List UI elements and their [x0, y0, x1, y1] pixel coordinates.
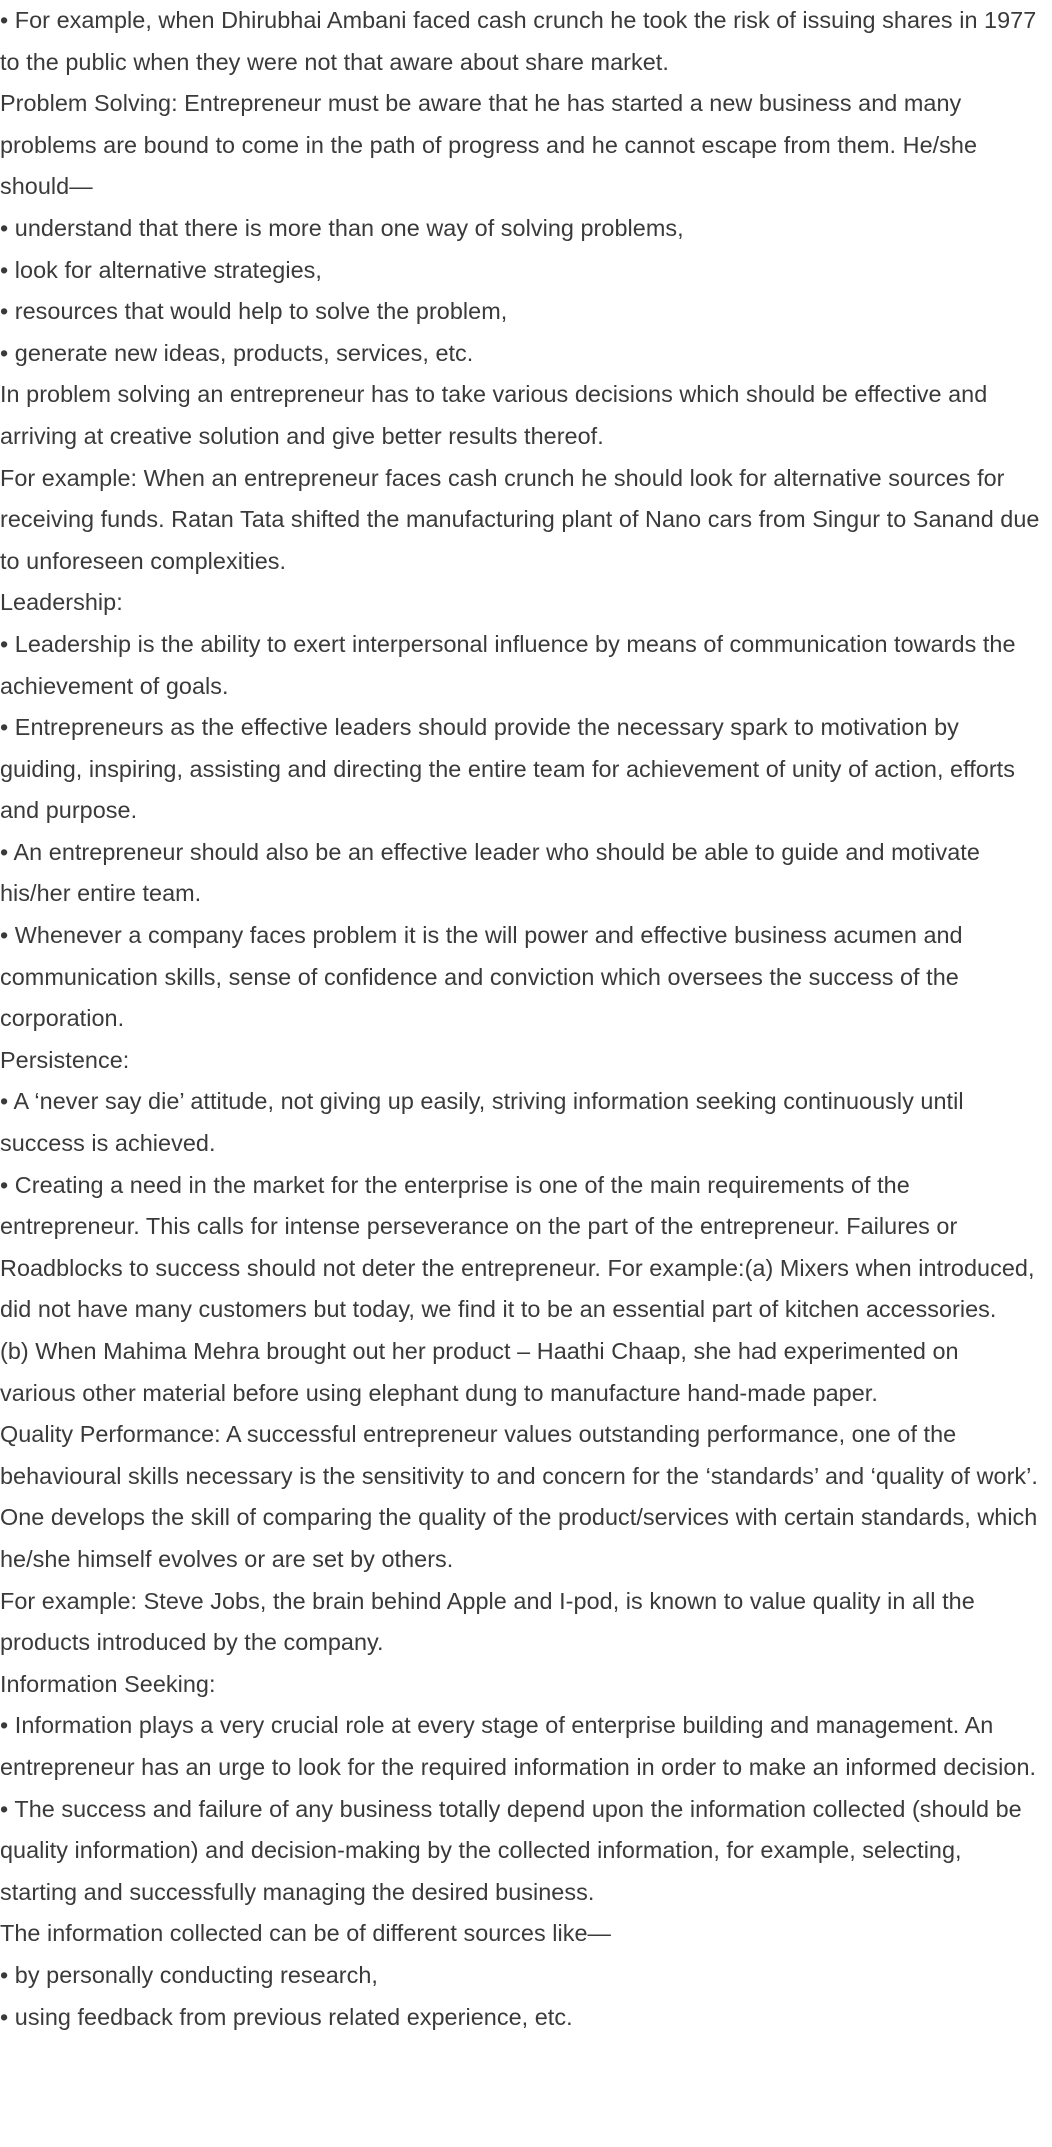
paragraph-comparing-quality: One develops the skill of comparing the quality of the product/services with certain standards, which he/she himself evolves or are set by others. [0, 1504, 1038, 1572]
heading-persistence: Persistence: [0, 1046, 130, 1073]
list-item-alternative-strategies: • look for alternative strategies, [0, 256, 322, 283]
list-item-ways-of-solving: • understand that there is more than one way of solving problems, [0, 214, 684, 241]
list-item-resources: • resources that would help to solve the problem, [0, 298, 508, 325]
list-item-conducting-research: • by personally conducting research, [0, 1961, 378, 1988]
paragraph-information-sources: The information collected can be of different sources like— [0, 1920, 611, 1947]
list-item-effective-leaders: • Entrepreneurs as the effective leaders should provide the necessary spark to motivation by guiding, inspiring, assisting and directing the entire team for achievement of unity of action, efforts and purpose. [0, 714, 1015, 824]
list-item-creating-need: • Creating a need in the market for the enterprise is one of the main requirements of the entrepreneur. This calls for intense perseverance on the part of the entrepreneur. Failures or Roadblocks to success should not deter the entrepreneur. For example:(a) Mixers when introduced, did not have many customers but today, we find it to be an essential part of kitchen accessories. [0, 1171, 1035, 1323]
list-item-never-say-die: • A ‘never say die’ attitude, not giving up easily, striving information seeking continuously until success is achieved. [0, 1088, 964, 1157]
paragraph-tata-example: For example: When an entrepreneur faces cash crunch he should look for alternative sources for receiving funds. Ratan Tata shifted the manufacturing plant of Nano cars from Singur to Sanand due to unforeseen complexities. [0, 464, 1040, 574]
list-item-success-and-failure: • The success and failure of any business totally depend upon the information collected (should be quality information) and decision-making by the collected information, for example, selecting, starting and successfully managing the desired business. [0, 1795, 1022, 1905]
list-item-guide-and-motivate: • An entrepreneur should also be an effective leader who should be able to guide and motivate his/her entire team. [0, 838, 980, 907]
list-item-feedback: • using feedback from previous related experience, etc. [0, 2003, 573, 2030]
paragraph-quality-performance: Quality Performance: A successful entrepreneur values outstanding performance, one of the behavioural skills necessary is the sensitivity to and concern for the ‘standards’ and ‘quality of work’. [0, 1421, 1038, 1489]
list-item-leadership-definition: • Leadership is the ability to exert interpersonal influence by means of communication towards the achievement of goals. [0, 630, 1016, 699]
list-item-new-ideas: • generate new ideas, products, services, etc. [0, 339, 474, 366]
list-item-information-role: • Information plays a very crucial role at every stage of enterprise building and management. An entrepreneur has an urge to look for the required information in order to make an informed decision. [0, 1712, 1037, 1780]
paragraph-ambani-example: • For example, when Dhirubhai Ambani faced cash crunch he took the risk of issuing shares in 1977 to the public when they were not that aware about share market. [0, 7, 1037, 75]
paragraph-problem-solving: Problem Solving: Entrepreneur must be aware that he has started a new business and many problems are bound to come in the path of progress and he cannot escape from them. He/she should— [0, 90, 978, 200]
heading-leadership: Leadership: [0, 589, 123, 616]
list-item-will-power: • Whenever a company faces problem it is the will power and effective business acumen and communication skills, sense of confidence and conviction which oversees the success of the corporation. [0, 922, 963, 1032]
paragraph-steve-jobs: For example: Steve Jobs, the brain behind Apple and I-pod, is known to value quality in all the products introduced by the company. [0, 1587, 975, 1656]
paragraph-decisions: In problem solving an entrepreneur has to take various decisions which should be effective and arriving at creative solution and give better results thereof. [0, 381, 988, 449]
paragraph-haathi-chaap: (b) When Mahima Mehra brought out her product – Haathi Chaap, she had experimented on various other material before using elephant dung to manufacture hand-made paper. [0, 1338, 959, 1406]
heading-information-seeking: Information Seeking: [0, 1670, 216, 1697]
